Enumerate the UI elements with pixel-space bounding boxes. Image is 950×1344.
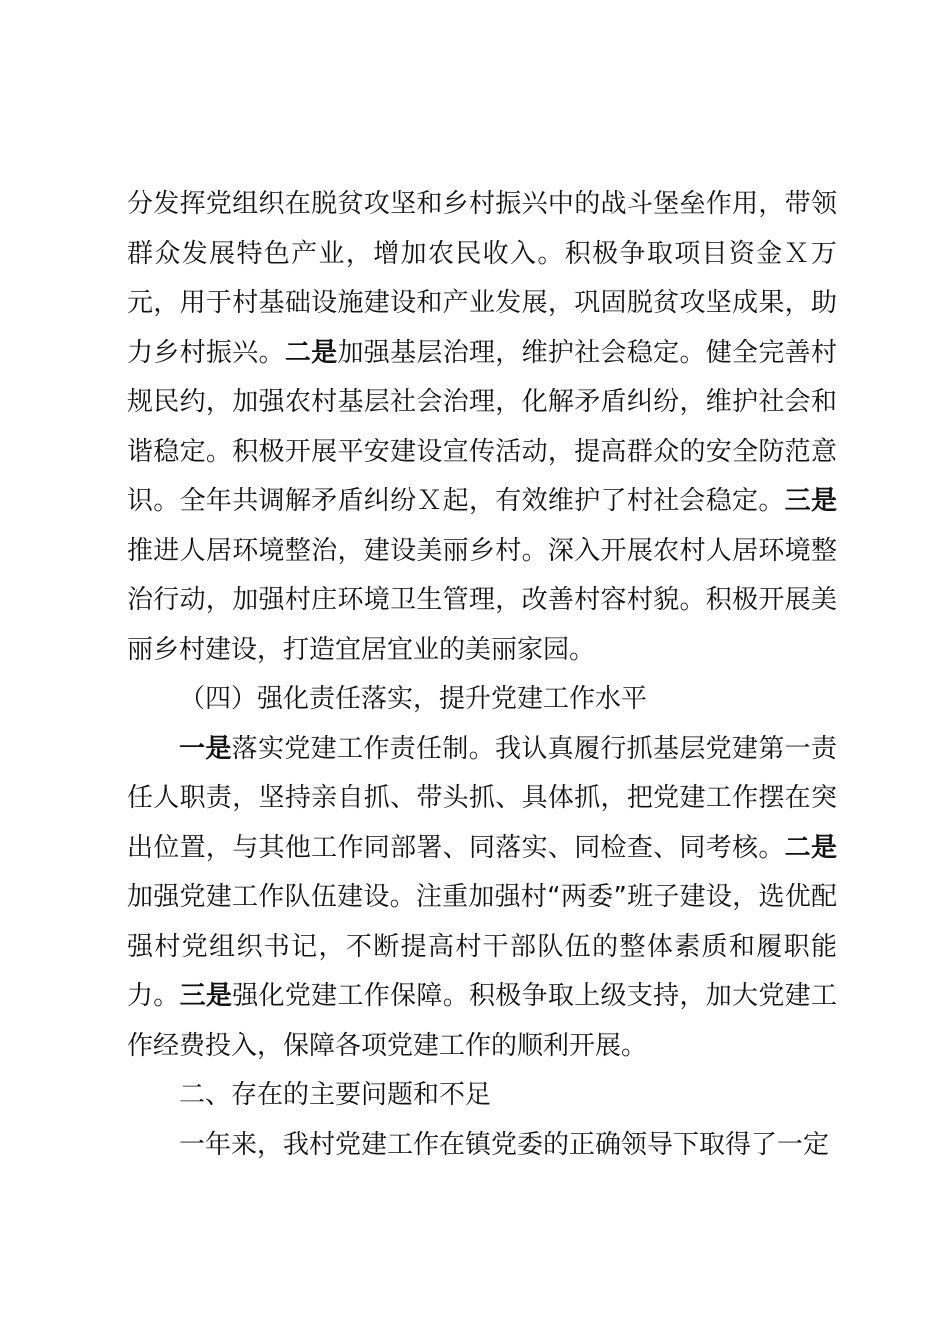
- section-heading-4: （四）强化责任落实，提升党建工作水平: [179, 684, 648, 714]
- paragraph-responsibility: [127, 725, 837, 1072]
- bold-marker: 二是: [784, 832, 837, 863]
- paragraph-problems: 一年来，我村党建工作在镇党委的正确领导下取得了一定: [179, 1129, 830, 1160]
- paragraph-text: 推进人居环境整治，建设美丽乡村。深入开展农村人居环境整治行动，加强村庄环境卫生管理，改善村容村貌。积极开展美丽乡村建设，打造宜居宜业的美丽家园。: [127, 535, 837, 665]
- bold-marker: 二是: [284, 337, 338, 368]
- section-heading-2: 二、存在的主要问题和不足: [179, 1080, 492, 1110]
- paragraph-text: 落实党建工作责任制。我认真履行抓基层党建第一责任人职责，坚持亲自抓、带头抓、具体抓，把党建工作摆在突出位置，与其他工作同部署、同落实、同检查、同考核。: [127, 733, 837, 863]
- bold-marker: 三是: [784, 486, 837, 516]
- bold-marker: 三是: [179, 981, 233, 1011]
- paragraph-text: 分发挥党组织在脱贫攻坚和乡村振兴中的战斗堡垒作用，带领群众发展特色产业，增加农民收入。积极争取项目资金Ｘ万元，用于村基础设施建设和产业发展，巩固脱贫攻坚成果，助力乡村振兴。: [127, 189, 837, 368]
- paragraph-text: 加强基层治理，维护社会稳定。健全完善村规民约，加强农村基层社会治理，化解矛盾纠纷，维护社会和谐稳定。积极开展平安建设宣传活动，提高群众的安全防范意识。全年共调解矛盾纠纷Ｘ起，有效维护了村社会稳定。: [127, 337, 837, 516]
- paragraph-governance: [127, 180, 837, 675]
- paragraph-text: 加强党建工作队伍建设。注重加强村“两委”班子建设，选优配强村党组织书记，不断提高村干部队伍的整体素质和履职能力。: [127, 882, 837, 1011]
- document-body: [127, 180, 837, 1170]
- paragraph-text: 强化党建工作保障。积极争取上级支持，加大党建工作经费投入，保障各项党建工作的顺利开展。: [127, 981, 837, 1061]
- bold-marker: 一是: [179, 733, 232, 764]
